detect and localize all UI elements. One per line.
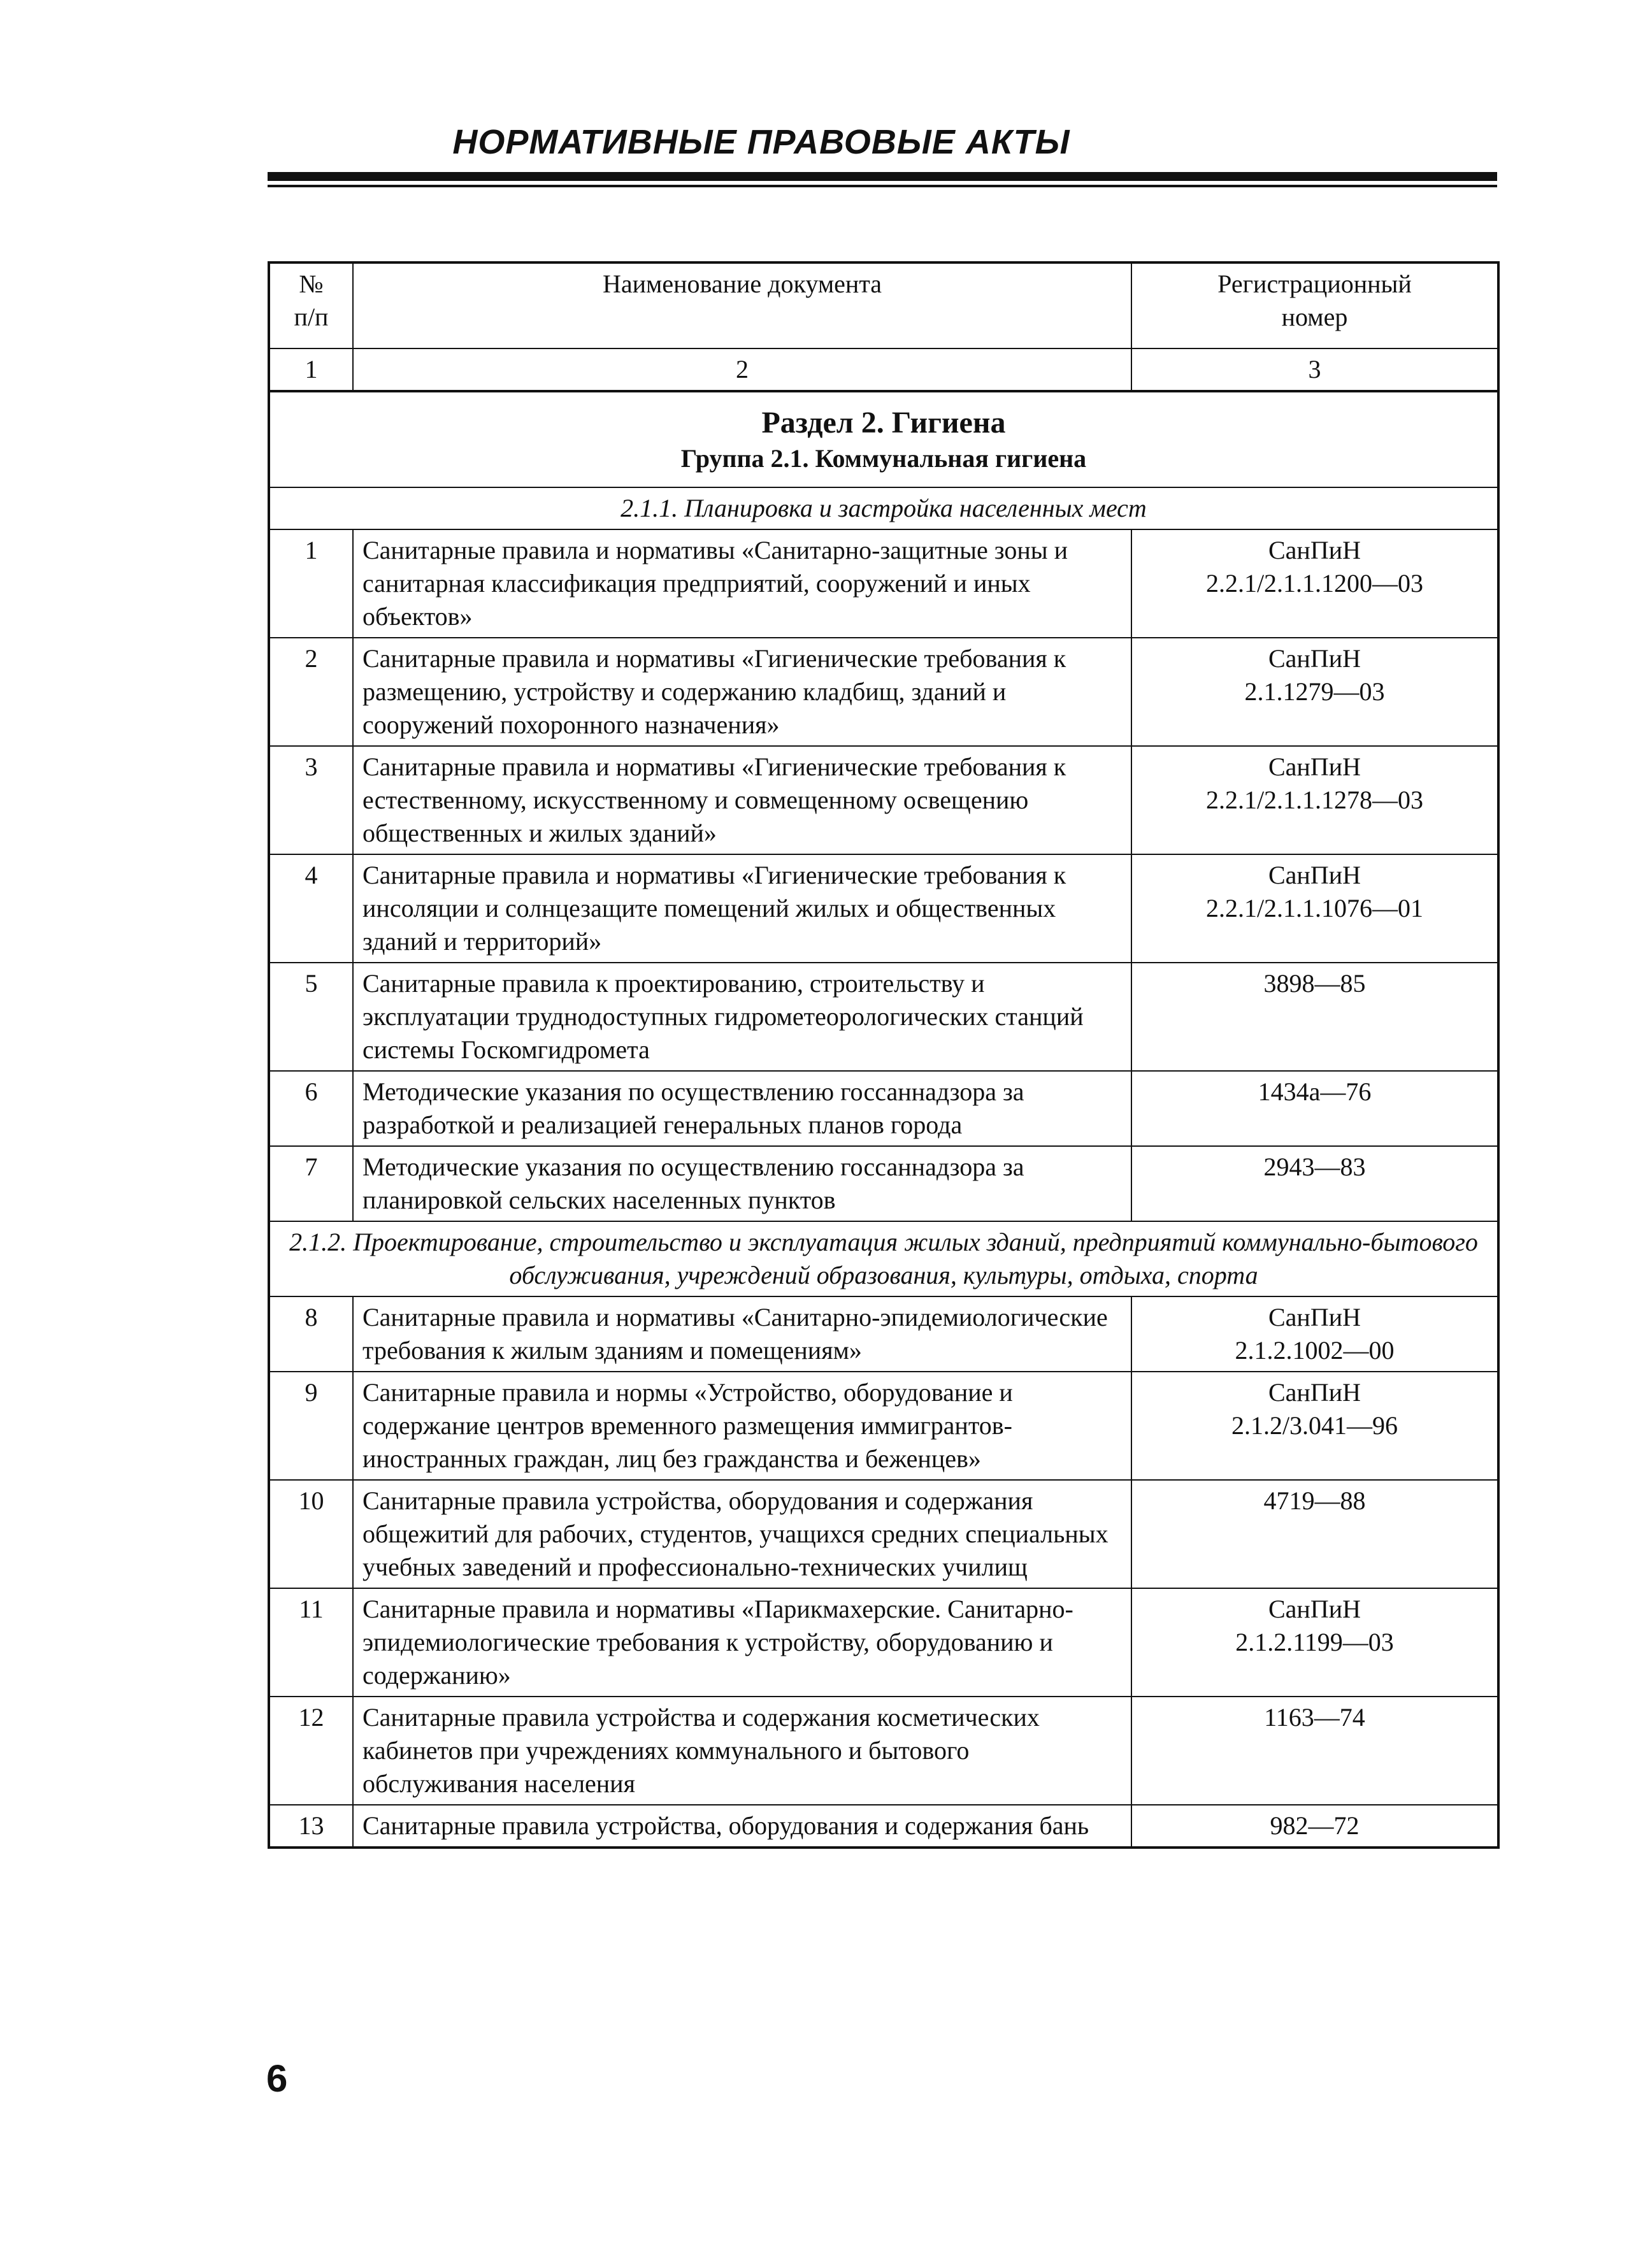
row-number: 5: [269, 963, 353, 1071]
table-row: [269, 1697, 1498, 1805]
registration-line: СанПиН: [1268, 536, 1361, 564]
document-name: Санитарные правила и нормативы «Гигиенические требования к естественному, искусственному и совмещенному освещению общественных и жилых зданий»: [353, 746, 1131, 854]
document-name: Санитарные правила и нормативы «Парикмахерские. Санитарно-эпидемиологические требования к устройству, оборудованию и содержанию»: [353, 1588, 1131, 1697]
registration-line: 4719—88: [1263, 1486, 1366, 1515]
registration-line: СанПиН: [1268, 752, 1361, 781]
row-number: 9: [269, 1372, 353, 1480]
registration-line: 2.1.2.1002—00: [1235, 1336, 1395, 1365]
registration-line: 2.2.1/2.1.1.1200—03: [1205, 569, 1424, 598]
documents-table: [268, 261, 1500, 1849]
row-number: 2: [269, 638, 353, 746]
registration-number: [1131, 1805, 1498, 1848]
column-number: 2: [353, 348, 1131, 391]
registration-number: [1131, 1146, 1498, 1221]
table-row: [269, 638, 1498, 746]
document-name: Методические указания по осуществлению госсаннадзора за разработкой и реализацией генеральных планов города: [353, 1071, 1131, 1146]
section-cell: [269, 391, 1498, 487]
registration-line: СанПиН: [1268, 1303, 1361, 1331]
table-row: [269, 1588, 1498, 1697]
column-number-row: [269, 348, 1498, 391]
registration-line: 2.1.2.1199—03: [1235, 1628, 1394, 1656]
registration-line: 982—72: [1270, 1811, 1360, 1840]
table-row: [269, 1372, 1498, 1480]
table-row: [269, 1480, 1498, 1588]
row-number: 7: [269, 1146, 353, 1221]
registration-number: [1131, 1697, 1498, 1805]
document-name: Санитарные правила и нормативы «Санитарно-защитные зоны и санитарная классификация предприятий, сооружений и иных объектов»: [353, 529, 1131, 638]
subsection-row: [269, 487, 1498, 529]
registration-number: [1131, 529, 1498, 638]
registration-line: СанПиН: [1268, 861, 1361, 889]
row-number: 11: [269, 1588, 353, 1697]
document-name: Санитарные правила и нормативы «Гигиенические требования к инсоляции и солнцезащите помещений жилых и общественных зданий и территорий»: [353, 854, 1131, 963]
header-name-cell: Наименование документа: [353, 262, 1131, 348]
document-name: Санитарные правила и нормативы «Санитарно-эпидемиологические требования к жилым зданиям и помещениям»: [353, 1296, 1131, 1372]
table-row: [269, 1071, 1498, 1146]
row-number: 1: [269, 529, 353, 638]
document-name: Санитарные правила и нормы «Устройство, оборудование и содержание центров временного размещения иммигрантов-иностранных граждан, лиц без гражданства и беженцев»: [353, 1372, 1131, 1480]
registration-number: [1131, 1588, 1498, 1697]
subsection-title: 2.1.1. Планировка и застройка населенных мест: [269, 487, 1498, 529]
table-row: [269, 963, 1498, 1071]
registration-line: 2.1.2/3.041—96: [1231, 1411, 1398, 1440]
document-name: Санитарные правила устройства, оборудования и содержания общежитий для рабочих, студентов, учащихся средних специальных учебных заведений и профессионально-технических училищ: [353, 1480, 1131, 1588]
registration-number: [1131, 1372, 1498, 1480]
registration-line: 1434а—76: [1258, 1077, 1372, 1106]
subsection-row: [269, 1221, 1498, 1296]
column-number: 3: [1131, 348, 1498, 391]
document-name: Методические указания по осуществлению госсаннадзора за планировкой сельских населенных пунктов: [353, 1146, 1131, 1221]
header-num-line1: №: [299, 269, 324, 298]
registration-line: 2943—83: [1263, 1152, 1366, 1181]
registration-line: СанПиН: [1268, 1378, 1361, 1407]
row-number: 8: [269, 1296, 353, 1372]
header-num-line2: п/п: [294, 303, 329, 331]
document-name: Санитарные правила и нормативы «Гигиенические требования к размещению, устройству и содержанию кладбищ, зданий и сооружений похоронного назначения»: [353, 638, 1131, 746]
registration-number: [1131, 1296, 1498, 1372]
table-row: [269, 1805, 1498, 1848]
section-title: Раздел 2. Гигиена: [761, 406, 1006, 440]
registration-number: [1131, 1480, 1498, 1588]
document-name: Санитарные правила устройства и содержания косметических кабинетов при учреждениях коммунального и бытового обслуживания населения: [353, 1697, 1131, 1805]
registration-line: СанПиН: [1268, 1595, 1361, 1623]
document-name: Санитарные правила устройства, оборудования и содержания бань: [353, 1805, 1131, 1848]
subsection-title: 2.1.2. Проектирование, строительство и эксплуатация жилых зданий, предприятий коммунально-бытового обслуживания, учреждений образования, культуры, отдыха, спорта: [269, 1221, 1498, 1296]
registration-line: 2.1.1279—03: [1244, 677, 1385, 706]
header-num-cell: [269, 262, 353, 348]
table-row: [269, 529, 1498, 638]
registration-number: [1131, 638, 1498, 746]
row-number: 10: [269, 1480, 353, 1588]
table-header-row: [269, 262, 1498, 348]
row-number: 12: [269, 1697, 353, 1805]
registration-number: [1131, 746, 1498, 854]
header-reg-line1: Регистрационный: [1217, 269, 1412, 298]
row-number: 6: [269, 1071, 353, 1146]
table-row: [269, 1296, 1498, 1372]
header-reg-line2: номер: [1281, 303, 1348, 331]
section-row: [269, 391, 1498, 487]
header-rule-thin: [268, 185, 1497, 187]
page-number: 6: [266, 2057, 288, 2100]
registration-line: СанПиН: [1268, 644, 1361, 673]
page-header-title: НОРМАТИВНЫЕ ПРАВОВЫЕ АКТЫ: [452, 123, 1070, 161]
document-name: Санитарные правила к проектированию, строительству и эксплуатации труднодоступных гидрометеорологических станций системы Госкомгидромета: [353, 963, 1131, 1071]
group-title: Группа 2.1. Коммунальная гигиена: [680, 444, 1087, 473]
registration-number: [1131, 1071, 1498, 1146]
column-number: 1: [269, 348, 353, 391]
registration-line: 1163—74: [1264, 1703, 1365, 1732]
header-reg-cell: [1131, 262, 1498, 348]
row-number: 13: [269, 1805, 353, 1848]
table-row: [269, 1146, 1498, 1221]
registration-number: [1131, 963, 1498, 1071]
registration-line: 2.2.1/2.1.1.1076—01: [1205, 894, 1424, 922]
row-number: 3: [269, 746, 353, 854]
registration-line: 3898—85: [1263, 969, 1366, 998]
row-number: 4: [269, 854, 353, 963]
registration-number: [1131, 854, 1498, 963]
header-rule: [268, 172, 1497, 181]
table-row: [269, 746, 1498, 854]
table-row: [269, 854, 1498, 963]
registration-line: 2.2.1/2.1.1.1278—03: [1205, 786, 1424, 814]
